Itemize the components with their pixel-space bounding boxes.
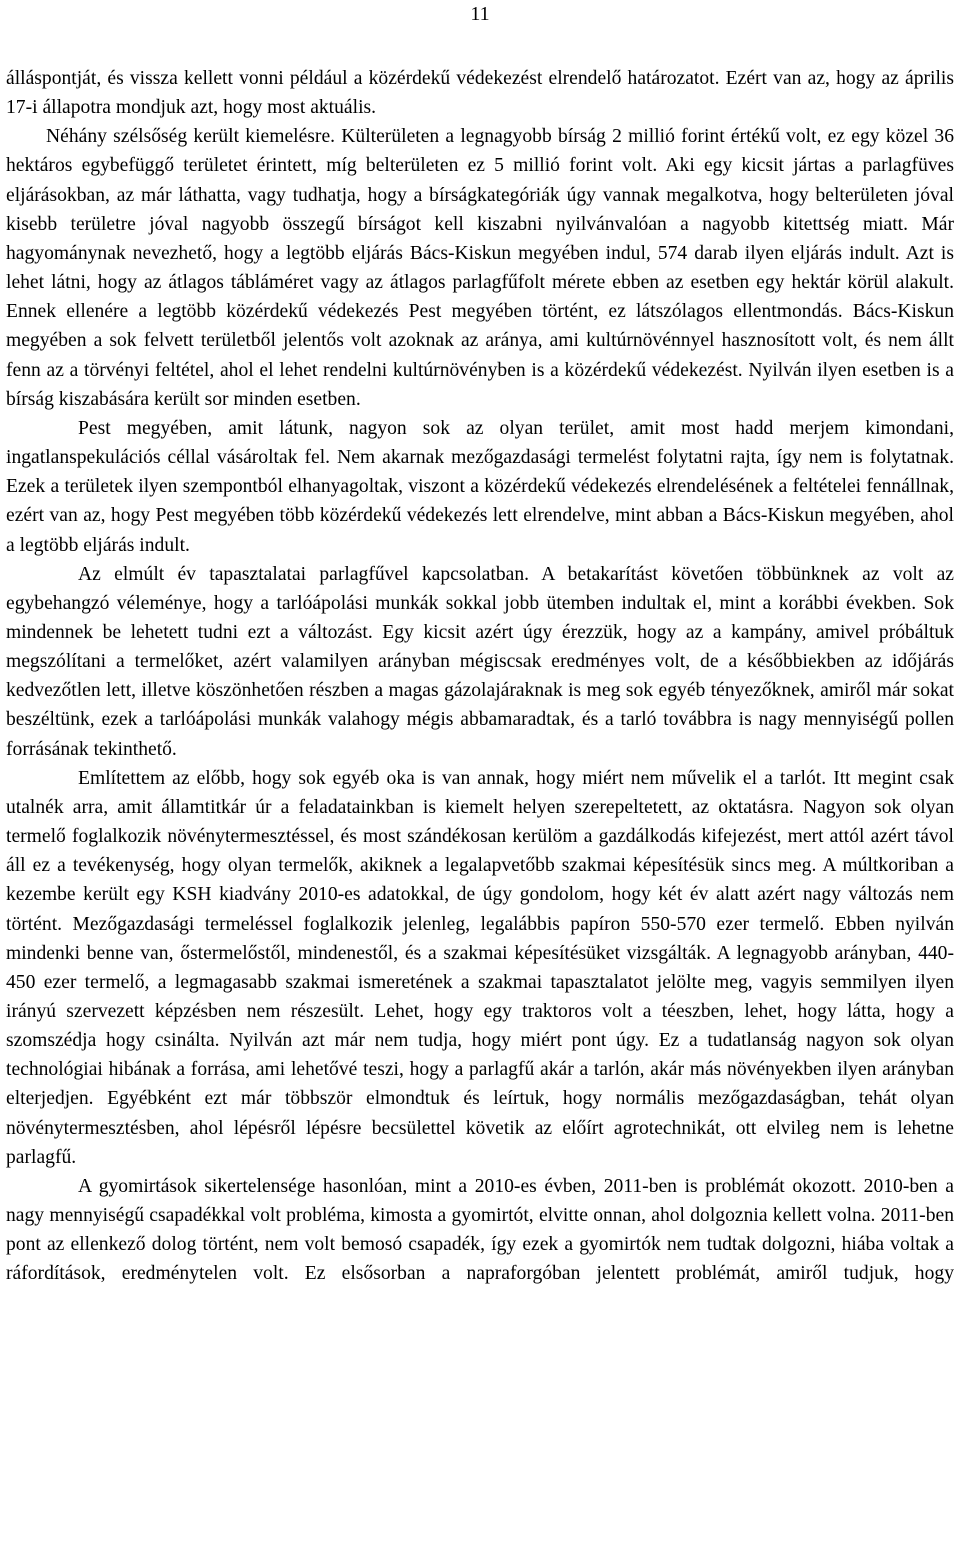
page-number: 11 xyxy=(470,3,490,25)
paragraph-last-year-experience: Az elmúlt év tapasztalatai parlagfűvel kapcsolatban. A betakarítást követően többünknek az volt az egybehangzó véleménye, hogy a tarlóápolási munkák sokkal jobb ütemben indultak el, mint a korábbi években. Sok mindennek be lehetett tudni ezt a változást. Egy kicsit azért úgy érezzük, hogy az a kampány, amivel próbáltuk megszólítani a termelőket, azért valamilyen arányban mégiscsak eredményes volt, de a későbbiekben az időjárás kedvezőtlen lett, illetve köszönhetően részben a magas gázolajáraknak is meg sok egyéb tényezőknek, amiről már sokat beszéltünk, ezek a tarlóápolási munkák valahogy mégis abbamaradtak, és a tarló továbbra is nagy mennyiségű pollen forrásának tekinthető. xyxy=(6,563,954,760)
paragraph-continuation: álláspontját, és vissza kellett vonni például a közérdekű védekezést elrendelő határozatot. Ezért van az, hogy az április 17-i állapotra mondjuk azt, hogy most aktuális. xyxy=(6,68,954,119)
paragraph-pest-county: Pest megyében, amit látunk, nagyon sok az olyan terület, amit most hadd merjem kimondani, ingatlanspekulációs céllal vásároltak fel. Nem akarnak mezőgazdasági termelést folytatni rajta, így nem is folytatnak. Ezek a területek ilyen szempontból elhanyagoltak, viszont a közérdekű védekezés elrendelésének a feltételei fennállnak, ezért van az, hogy Pest megyében több közérdekű védekezés lett elrendelve, mint abban a Bács-Kiskun megyében, ahol a legtöbb eljárás indult. xyxy=(6,417,954,556)
paragraph-education: Említettem az előbb, hogy sok egyéb oka is van annak, hogy miért nem művelik el a tarlót. Itt megint csak utalnék arra, amit államtitkár úr a feladatainkban is kiemelt helyen szerepeltetett, az oktatásra. Nagyon sok olyan termelő foglalkozik növénytermesztéssel, és most szándékosan kerülöm a gazdálkodás kifejezést, mert attól azért távol áll ez a tevékenység, hogy olyan termelők, akiknek a legalapvetőbb szakmai képesítésük sincs meg. A múltkoriban a kezembe került egy KSH kiadvány 2010-es adatokkal, de úgy gondolom, hogy két év alatt azért nagy változás nem történt. Mezőgazdasági termeléssel foglalkozik jelenleg, legalábbis papíron 550-570 ezer termelő. Ebben nyilván mindenki benne van, őstermelőstől, mindenestől, és a szakmai képesítésüket vizsgálták. A legnagyobb arányban, 440-450 ezer termelő, a legmagasabb szakmai ismeretének a szakmai tapasztalatot jelölte meg, vagyis semmilyen ilyen irányú szervezett képzésben nem részesült. Lehet, hogy egy traktoros volt a téeszben, lehet, hogy látta, hogy a szomszédja hogy csinálta. Nyilván azt már nem tudja, hogy miért pont úgy. Ez a tudatlanság nagyon sok olyan technológiai hibának a forrása, ami lehetővé teszi, hogy a parlagfű akár a tarlón, akár más növényekben ilyen arányban elterjedjen. Egyébként ezt már többször elmondtuk és leírtuk, hogy normális mezőgazdaságban, tehát olyan növénytermesztésben, ahol lépésről lépésre becsülettel követik az előírt agrotechnikát, ott elvileg nem is lehetne parlagfű. xyxy=(6,767,954,1168)
paragraph-extremes: Néhány szélsőség került kiemelésre. Külterületen a legnagyobb bírság 2 millió forint értékű volt, ez egy közel 36 hektáros egybefüggő területet érintett, míg belterületen ez 5 millió forint volt. Aki egy kicsit jártas a parlagfüves eljárásokban, az már láthatta, vagy tudhatja, hogy a bírságkategóriák úgy vannak megalkotva, hogy belterületen jóval kisebb területre jóval nagyobb összegű bírságot kell kiszabni nyilvánvalóan a nagyobb kitettség miatt. Már hagyománynak nevezhető, hogy a legtöbb eljárás Bács-Kiskun megyében indul, 574 darab ilyen eljárás indult. Azt is lehet látni, hogy az átlagos tábláméret vagy az átlagos parlagfűfolt mérete ebben az esetben egy hektár körül alakult. Ennek ellenére a legtöbb közérdekű védekezés Pest megyében történt, ez látszólagos ellentmondás. Bács-Kiskun megyében a sok felvett területből jelentős volt azoknak az aránya, ami kultúrnövénnyel hasznosított volt, és nem állt fenn az a törvényi feltétel, ahol el lehet rendelni kultúrnövényben is a közérdekű védekezést. Nyilván ilyen esetben is a bírság kiszabására került sor minden esetben. xyxy=(6,126,954,410)
paragraph-herbicide-failure: A gyomirtások sikertelensége hasonlóan, mint a 2010-es évben, 2011-ben is problémát okozott. 2010-ben a nagy mennyiségű csapadékkal volt probléma, kimosta a gyomirtót, elvitte onnan, ahol dolgoznia kellett volna. 2011-ben pont az ellenkező dolog történt, nem volt bemosó csapadék, így ezek a gyomirtók nem tudtak dolgozni, hiába voltak a ráfordítások, eredménytelen volt. Ez elsősorban a napraforgóban jelentett problémát, amiről tudjuk, hogy xyxy=(6,1175,954,1285)
document-body xyxy=(6,64,954,1289)
